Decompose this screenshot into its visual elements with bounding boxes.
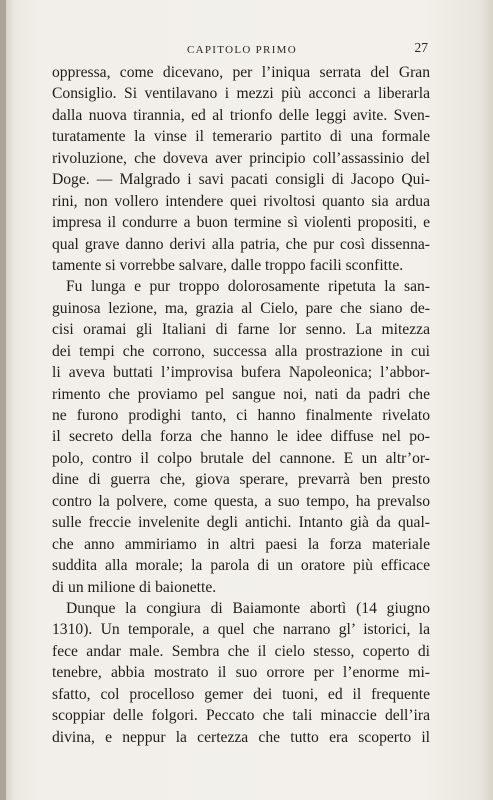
text-line: dalla nuova tirannia, ed al trionfo delle leggi avite. Sven-	[52, 106, 430, 124]
text-line: tenebre, abbia mostrato il suo orrore per l’enorme mi-	[52, 664, 430, 682]
text-line: suddita alla morale; la parola di un oratore più efficace	[52, 557, 430, 575]
text-line: dei tempi che corrono, successa alla prostrazione in cui	[52, 342, 430, 360]
text-line: tamente si vorrebbe salvare, dalle troppo facili sconfitte.	[52, 256, 404, 274]
text-line: scoppiar delle folgori. Peccato che tali minaccie dell’ira	[52, 707, 430, 725]
text-line: contro la polvere, come questa, a suo tempo, ha prevalso	[52, 492, 430, 510]
text-line: Fu lunga e pur troppo dolorosamente ripetuta la san-	[66, 278, 430, 296]
paragraph-3	[52, 598, 430, 748]
text-line: ne furono prodighi tanto, ci hanno finalmente rivelato	[52, 407, 430, 424]
running-head: CAPITOLO PRIMO	[187, 44, 297, 56]
text-line: rivoluzione, che doveva aver principio coll’assassinio del	[52, 149, 430, 167]
text-line: divina, e neppur la certezza che tutto era scoperto il	[52, 728, 430, 746]
text-line: guinosa lezione, ma, grazia al Cielo, pare che siano de-	[52, 299, 430, 317]
text-line: rini, non vollero intendere quei rivoltosi quanto sia ardua	[52, 192, 430, 210]
text-line: fece andar male. Sembra che il cielo stesso, coperto di	[52, 642, 430, 660]
text-line: il secreto della forza che hanno le idee diffuse nel po-	[52, 428, 430, 446]
page-gutter	[0, 0, 6, 800]
text-line: di un milione di baionette.	[52, 578, 217, 596]
text-line: impresa il condurre a buon termine sì violenti propositi, e	[52, 214, 430, 232]
text-line: sulle freccie invelenite degli antichi. Intanto già da qual-	[52, 514, 430, 532]
text-line: Doge. — Malgrado i savi pacati consigli di Jacopo Qui-	[52, 171, 430, 189]
text-line: polo, contro il colpo brutale del cannone. E un altr’or-	[52, 449, 430, 467]
text-line: dine di guerra che, giova sperare, prevarrà ben presto	[52, 471, 430, 489]
text-line: sfatto, col procelloso gemer dei tuoni, ed il frequente	[52, 685, 430, 703]
paragraph-2	[52, 276, 430, 598]
body-text	[52, 62, 430, 748]
paragraph-1	[52, 62, 430, 276]
text-line: rimento che proviamo pel sangue noi, nati da padri che	[52, 385, 430, 403]
text-line: 1310). Un temporale, a quel che narrano gl’ istorici, la	[52, 621, 430, 639]
text-line: turatamente la vinse il temerario partito di una formale	[52, 128, 430, 146]
page-header	[56, 40, 428, 60]
text-line: che anno ammiriamo in altri paesi la forza materiale	[52, 535, 430, 553]
text-line: cisi oramai gli Italiani di farne lor senno. La mitezza	[52, 321, 430, 339]
text-line: li aveva buttati l’improvisa bufera Napoleonica; l’abbor-	[52, 364, 430, 382]
page-number: 27	[414, 40, 428, 55]
text-line: Dunque la congiura di Baiamonte abortì (14 giugno	[66, 599, 430, 617]
text-line: qual grave danno derivi alla patria, che pur così dissenna-	[52, 235, 430, 253]
text-line: Consiglio. Si ventilavano i mezzi più acconci a liberarla	[52, 85, 430, 103]
text-line: oppressa, come dicevano, per l’iniqua serrata del Gran	[52, 64, 430, 81]
